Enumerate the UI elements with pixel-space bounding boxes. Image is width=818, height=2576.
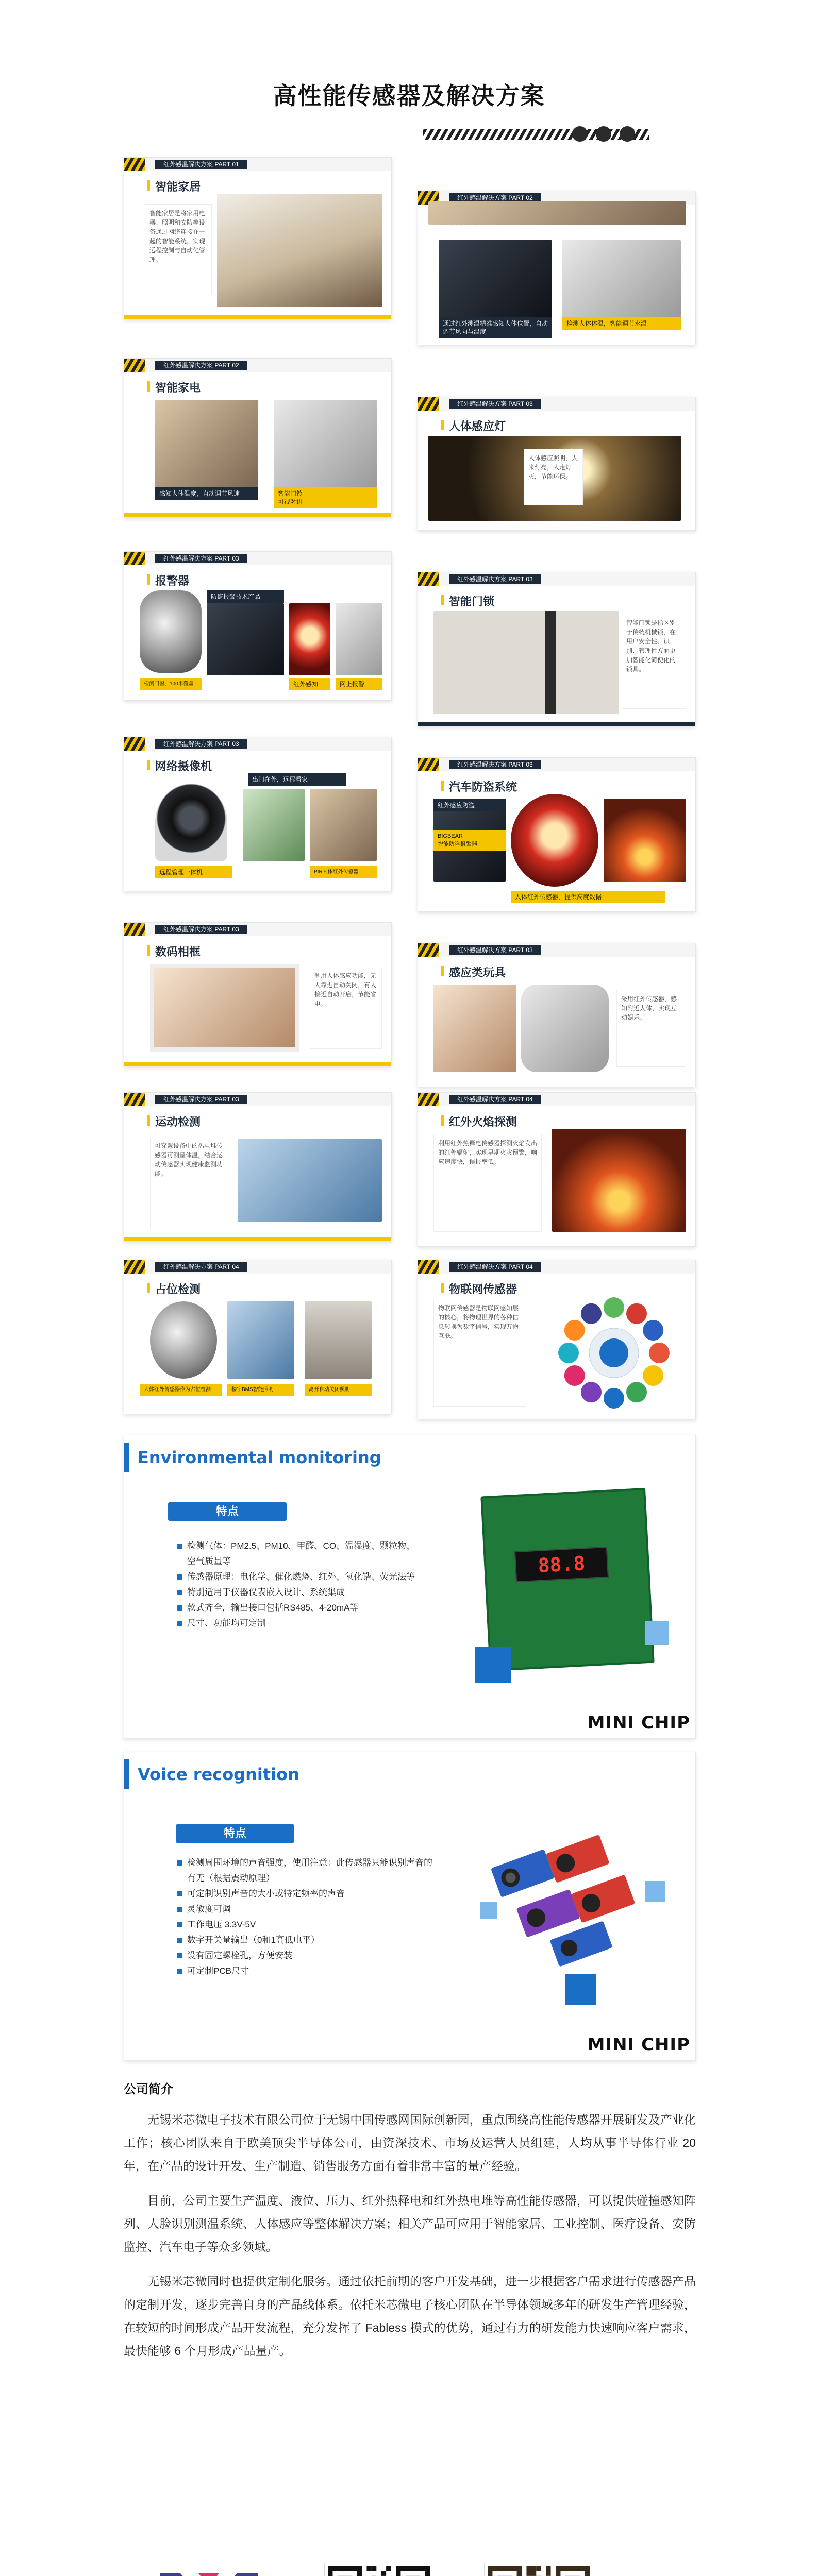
env-feature-list xyxy=(176,1538,418,1631)
contact-qr-code xyxy=(485,2563,593,2576)
iot-node-icon xyxy=(643,1320,663,1341)
voice-feature-label: 特点 xyxy=(176,1824,294,1843)
toilet-image xyxy=(562,240,681,317)
fridge-image xyxy=(155,400,258,487)
slide-desc: 采用红外传感器，感知附近人体，实现互动娱乐。 xyxy=(616,990,686,1067)
slide-iot-sensor xyxy=(418,1260,696,1419)
robot-toy-image xyxy=(521,985,609,1072)
slide-tag: 红外感温解决方案 PART 03 xyxy=(155,925,247,934)
list-item: 尺寸、功能均可定制 xyxy=(176,1616,418,1631)
home-image xyxy=(243,789,305,861)
smart-home-image xyxy=(217,194,382,307)
slide-desc: 物联网传感器是物联网感知层的核心，将物理世界的各种信息转换为数字信号，实现万物互联。 xyxy=(433,1299,526,1407)
decor-square xyxy=(565,1974,596,2005)
slide-title: 占位检测 xyxy=(155,1281,201,1297)
slide-desc: 智能家居是将家用电器、照明和安防等设备通过网络连接在一起的智能系统，实现远程控制与自动化管理。 xyxy=(145,204,212,294)
sound-modules-image xyxy=(485,1829,645,1969)
caption: 人体红外传感器作为占位检测 xyxy=(140,1384,222,1396)
family-image xyxy=(310,789,377,861)
slide-smart-appliance-2 xyxy=(124,358,392,518)
env-feature-label: 特点 xyxy=(168,1502,287,1521)
slide-tag: 红外感温解决方案 PART 03 xyxy=(449,574,541,584)
photo-frame-image xyxy=(150,964,299,1052)
caption: 离开自动关闭照明 xyxy=(305,1384,372,1396)
slide-tag: 红外感温解决方案 PART 03 xyxy=(155,739,247,749)
hallway-image xyxy=(305,1301,372,1379)
title-dots xyxy=(572,126,635,142)
intruder-image xyxy=(207,603,284,675)
decor-square xyxy=(475,1647,511,1683)
slide-digital-frame xyxy=(124,922,392,1066)
iot-node-icon xyxy=(564,1320,585,1341)
decor-square xyxy=(645,1621,669,1645)
slide-title: 报警器 xyxy=(155,572,189,588)
slide-title: 感应类玩具 xyxy=(449,964,506,980)
caption: 红外感知 xyxy=(289,678,330,690)
iot-node-icon xyxy=(604,1297,624,1318)
mini-chip-brand: MINI CHIP xyxy=(587,1713,690,1733)
slide-title: 数码相框 xyxy=(155,943,201,959)
caption: 智能门铃 可视对讲 xyxy=(274,487,377,508)
company-logo xyxy=(149,2568,268,2576)
slide-tag: 红外感温解决方案 PART 01 xyxy=(155,160,247,169)
voice-heading: Voice recognition xyxy=(138,1765,299,1784)
list-item: 检测周围环境的声音强度，使用注意：此传感器只能识别声音的有无（根据震动原理） xyxy=(176,1855,439,1886)
phone-image xyxy=(336,603,382,675)
slide-smart-appliance-1 xyxy=(418,191,696,345)
company-profile xyxy=(124,2079,696,2374)
appliance-scene-image xyxy=(439,240,552,317)
slide-occupancy xyxy=(124,1260,392,1414)
iot-node-icon xyxy=(564,1365,585,1386)
slide-car-alarm xyxy=(418,757,696,912)
door-lock-image xyxy=(433,611,619,714)
slide-smart-lock xyxy=(418,572,696,726)
caption: 检测人体体温，智能调节水温 xyxy=(562,317,681,330)
dot-icon xyxy=(596,126,611,142)
slide-desc: 利用红外热释电传感器探测火焰发出的红外辐射，实现早期火灾预警，响应速度快，误报率低。 xyxy=(433,1134,542,1232)
slide-tag: 红外感温解决方案 PART 04 xyxy=(449,1262,541,1272)
company-heading: 公司简介 xyxy=(124,2082,173,2096)
company-paragraph: 目前，公司主要生产温度、液位、压力、红外热释电和红外热电堆等高性能传感器，可以提供碰撞感知阵列、人脸识别测温系统、人体感应等整体解决方案；相关产品可应用于智能家居、工业控制、医疗设备、安防监控、汽车电子等众多领域。 xyxy=(124,2194,696,2253)
slide-ip-camera xyxy=(124,737,392,891)
slide-tag: 红外感温解决方案 PART 03 xyxy=(449,945,541,955)
list-item: 灵敏度可调 xyxy=(176,1902,439,1917)
caption: 远程管理一体机 xyxy=(155,866,232,878)
dot-icon xyxy=(572,126,588,142)
wechat-qr-code xyxy=(325,2563,433,2576)
list-item: 特别适用于仪器仪表嵌入设计、系统集成 xyxy=(176,1585,418,1600)
list-item: 传感器原理：电化学、催化燃烧、红外、氧化锆、荧光法等 xyxy=(176,1569,418,1585)
list-item: 可定制PCB尺寸 xyxy=(176,1963,439,1979)
slide-title: 运动检测 xyxy=(155,1113,201,1129)
slide-alarm xyxy=(124,551,392,701)
doorbell-image xyxy=(274,400,377,487)
mini-chip-brand: MINI CHIP xyxy=(587,2035,690,2055)
company-paragraph: 无锡米芯微电子技术有限公司位于无锡中国传感网国际创新园，重点围绕高性能传感器开展研发及产业化工作；核心团队来自于欧美顶尖半导体公司，由资深技术、市场及运营人员组建，人均从事半导体行业 20 年，在产品的设计开发、生产制造、销售服务方面有着非常丰富的量产经验。 xyxy=(124,2113,696,2173)
caption: 通过红外测温精准感知人体位置，自动调节风向与温度 xyxy=(439,317,552,338)
slide-desc: 可穿戴设备中的热电堆传感器可测量体温，结合运动传感器实现健康监测功能。 xyxy=(150,1137,227,1229)
list-item: 工作电压 3.3V-5V xyxy=(176,1917,439,1933)
list-item: 可定制识别声音的大小或特定频率的声音 xyxy=(176,1886,439,1902)
caption: 红外感应防盗 xyxy=(433,799,506,811)
iot-node-icon xyxy=(626,1382,647,1402)
iot-node-icon xyxy=(643,1365,663,1386)
slide-title: 网络摄像机 xyxy=(155,758,212,774)
caption: 感知人体温度，自动调节风速 xyxy=(155,487,258,500)
voice-recognition-section xyxy=(124,1752,696,2061)
slide-tag: 红外感温解决方案 PART 03 xyxy=(155,1095,247,1104)
siren-image xyxy=(511,794,598,887)
camera-image xyxy=(155,784,227,861)
slide-title: 智能家居 xyxy=(155,178,201,194)
decor-square xyxy=(480,1902,497,1919)
slide-tag: 红外感温解决方案 PART 02 xyxy=(449,193,541,202)
iot-wheel-diagram xyxy=(542,1294,686,1412)
slide-tag: 红外感温解决方案 PART 03 xyxy=(155,554,247,563)
caption: 楼宇BMS智能照明 xyxy=(227,1384,294,1396)
slide-desc: 利用人体感应功能，无人靠近自动关闭，有人接近自动开启，节能省电。 xyxy=(310,967,382,1049)
iot-node-icon xyxy=(558,1343,579,1363)
slide-title: 人体感应灯 xyxy=(449,418,506,434)
air-conditioner-image xyxy=(428,201,686,225)
logo-mark-icon xyxy=(149,2568,268,2576)
list-item: 设有固定螺栓孔，方便安装 xyxy=(176,1948,439,1963)
iot-node-icon xyxy=(581,1303,602,1324)
list-item: 款式齐全，输出接口包括RS485、4-20mA等 xyxy=(176,1600,418,1616)
seven-segment-display: 88.8 xyxy=(514,1547,609,1582)
list-item: 检测气体：PM2.5、PM10、甲醛、CO、温湿度、颗粒物、空气质量等 xyxy=(176,1538,418,1569)
voice-feature-list xyxy=(176,1855,439,1979)
alert-image xyxy=(289,603,330,675)
slide-desc: 人体感应照明，人来灯亮，人走灯灭，节能环保。 xyxy=(524,449,583,505)
alarm-device-image xyxy=(140,590,202,673)
iot-node-icon xyxy=(649,1343,670,1363)
iot-node-icon xyxy=(581,1382,602,1402)
slide-tag: 红外感温解决方案 PART 02 xyxy=(155,361,247,370)
slide-title: 红外火焰探测 xyxy=(449,1113,517,1129)
slide-title: 汽车防盗系统 xyxy=(449,778,517,794)
caption: 检测门窗、100米覆盖 xyxy=(140,678,202,690)
dot-icon xyxy=(620,126,635,142)
slide-smart-home xyxy=(124,157,392,319)
alarm-banner: 防盗报警技术产品 xyxy=(207,590,284,603)
slide-title: 智能门锁 xyxy=(449,593,494,609)
slide-tag: 红外感温解决方案 PART 03 xyxy=(449,399,541,409)
decor-square xyxy=(645,1881,665,1902)
slide-tag: 红外感温解决方案 PART 04 xyxy=(449,1095,541,1104)
env-heading: Environmental monitoring xyxy=(138,1448,381,1467)
smartwatch-image xyxy=(238,1139,382,1222)
company-paragraph: 无锡米芯微同时也提供定制化服务。通过依托前期的客户开发基础，进一步根据客户需求进行传感器产品的定制开发，逐步完善自身的产品线体系。依托米芯微电子核心团队在半导体领域多年的研发生产管理经验，在较短的时间形成产品开发流程，充分发挥了 Fabless 模式的优势，通过有力的研发能力快速响应客户需求，最快能够 6 个月形成产品量产。 xyxy=(124,2275,696,2358)
child-image xyxy=(433,985,516,1072)
env-monitoring-section xyxy=(124,1435,696,1739)
caption: PIR人体红外传感器 xyxy=(310,866,377,878)
slide-flame-detection xyxy=(418,1092,696,1247)
camera-banner: 出门在外，远程看家 xyxy=(248,773,346,786)
caption: 网上报警 xyxy=(336,678,382,690)
slide-title: 物联网传感器 xyxy=(449,1281,517,1297)
page-title: 高性能传感器及解决方案 xyxy=(273,82,545,109)
slide-sensor-toy xyxy=(418,943,696,1087)
slide-motion-light xyxy=(418,397,696,531)
ceiling-sensor-image xyxy=(150,1301,217,1379)
iot-node-icon xyxy=(604,1388,624,1409)
promo-image xyxy=(604,799,686,882)
slide-title: 智能家电 xyxy=(155,379,201,395)
slide-tag: 红外感温解决方案 PART 04 xyxy=(155,1262,247,1272)
car-alarm-label: BIGBEAR 智能防盗报警器 xyxy=(433,830,506,851)
sensor-board-image xyxy=(480,1488,654,1671)
iot-node-icon xyxy=(626,1303,647,1324)
control-panel-image xyxy=(227,1301,294,1379)
list-item: 数字开关量输出（0和1高低电平） xyxy=(176,1933,439,1948)
caption: 人体红外传感器，提供高度数据 xyxy=(511,891,665,903)
house-fire-image xyxy=(552,1129,686,1232)
slide-motion-detection xyxy=(124,1092,392,1242)
slide-desc: 智能门锁是指区别于传统机械锁，在用户安全性、识别、管理性方面更加智能化简便化的锁具。 xyxy=(622,614,686,709)
slide-tag: 红外感温解决方案 PART 03 xyxy=(449,760,541,769)
